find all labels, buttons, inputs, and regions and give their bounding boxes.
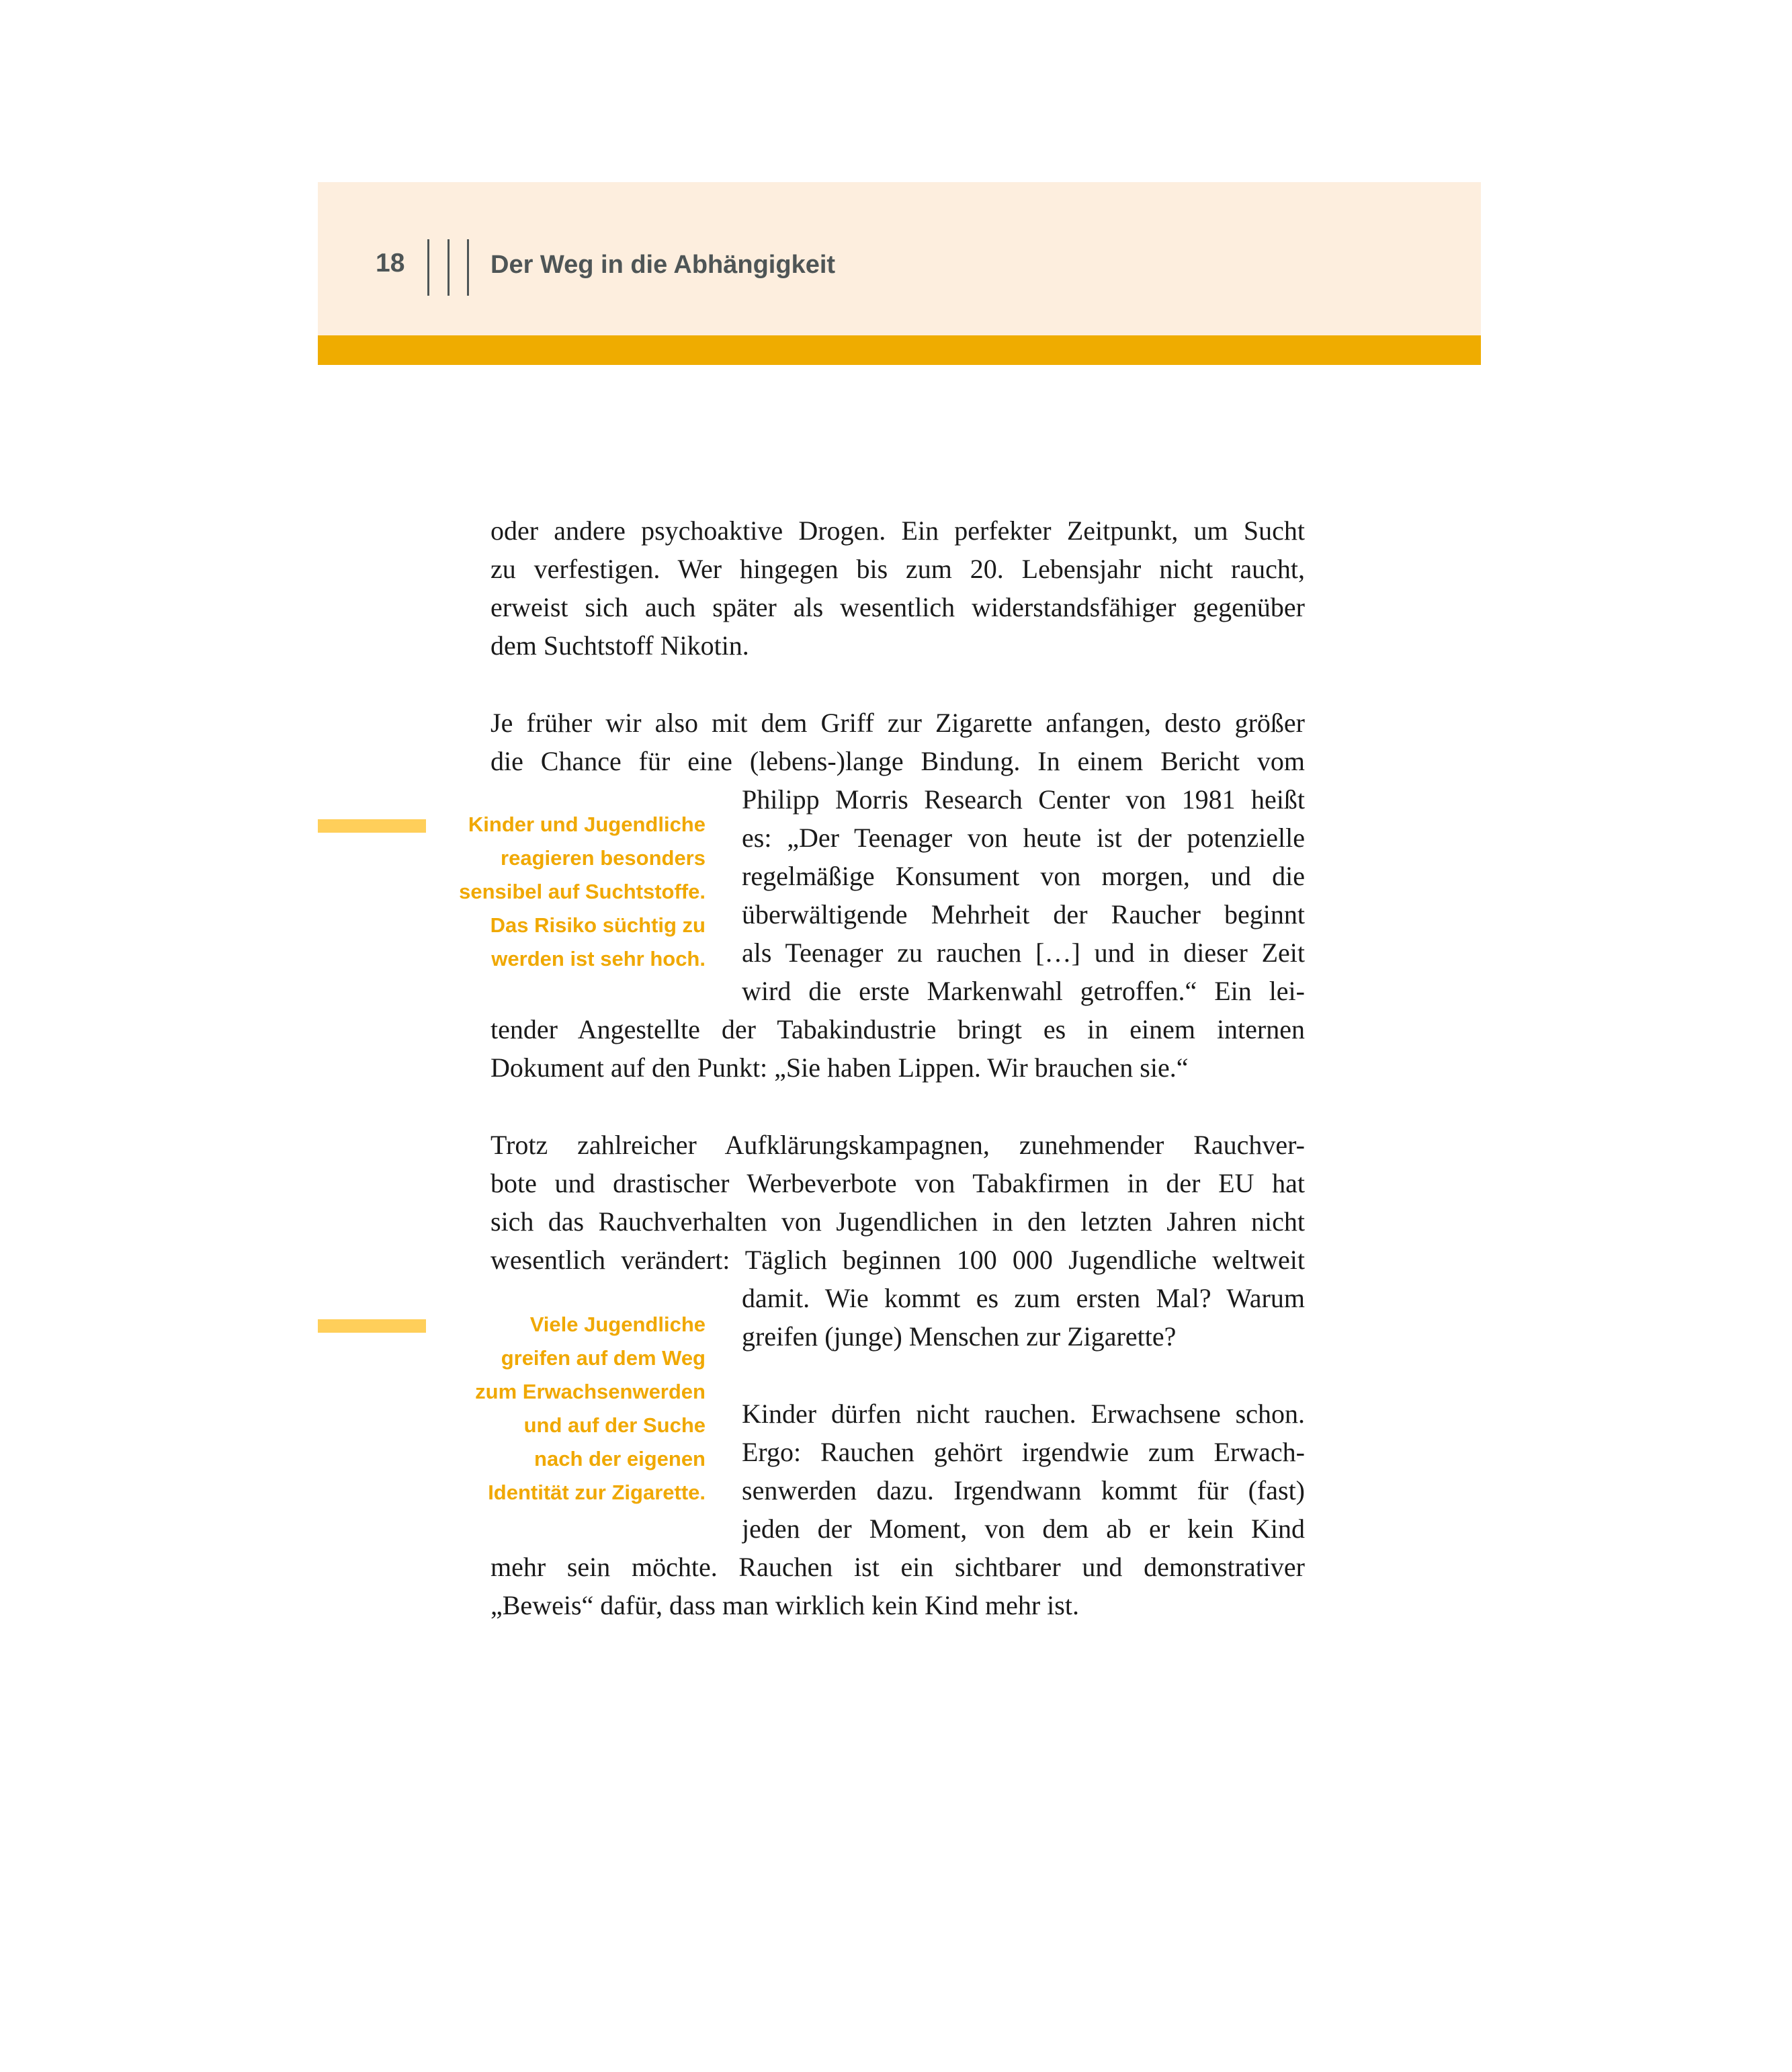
margin-note-line: und auf der Suche [523, 1413, 706, 1437]
body-line: senwerden dazu. Irgendwann kommt für (fast) [742, 1475, 1305, 1505]
body-line: Je früher wir also mit dem Griff zur Zigarette anfangen, desto größer [490, 708, 1305, 738]
margin-note-line: werden ist sehr hoch. [491, 947, 706, 970]
margin-note-line: greifen auf dem Weg [501, 1346, 706, 1370]
margin-note-line: Viele Jugendliche [529, 1313, 706, 1336]
header-divider-line [447, 239, 450, 296]
chapter-title: Der Weg in die Abhängigkeit [490, 251, 836, 279]
body-line: als Teenager zu rauchen […] und in dieser Zeit [742, 938, 1305, 968]
body-line: Kinder dürfen nicht rauchen. Erwachsene schon. [742, 1399, 1305, 1429]
header-divider-line [427, 239, 429, 296]
body-line: dem Suchtstoff Nikotin. [490, 630, 749, 661]
body-line: die Chance für eine (lebens-)lange Bindung. In einem Bericht vom [490, 746, 1305, 776]
body-line: Dokument auf den Punkt: „Sie haben Lippen. Wir brauchen sie.“ [490, 1052, 1189, 1083]
body-line: wird die erste Markenwahl getroffen.“ Ein lei- [742, 976, 1305, 1006]
body-line: Philipp Morris Research Center von 1981 heißt [742, 784, 1305, 815]
header-accent-bar [318, 335, 1481, 365]
margin-note-line: reagieren besonders [501, 846, 706, 870]
margin-note-line: Kinder und Jugendliche [468, 813, 706, 836]
body-line: Ergo: Rauchen gehört irgendwie zum Erwach- [742, 1437, 1305, 1467]
margin-note-line: Das Risiko süchtig zu [490, 913, 706, 937]
body-line: Trotz zahlreicher Aufklärungskampagnen, zunehmender Rauchver- [490, 1130, 1305, 1160]
margin-note-line: sensibel auf Suchtstoffe. [459, 880, 706, 903]
page-number: 18 [376, 249, 405, 278]
margin-note-bar [318, 1319, 426, 1333]
body-line: „Beweis“ dafür, dass man wirklich kein Kind mehr ist. [490, 1590, 1079, 1620]
body-line: es: „Der Teenager von heute ist der potenzielle [742, 823, 1305, 853]
body-line: bote und drastischer Werbeverbote von Tabakfirmen in der EU hat [490, 1168, 1305, 1198]
body-line: mehr sein möchte. Rauchen ist ein sichtbarer und demonstrativer [490, 1552, 1305, 1582]
body-line: damit. Wie kommt es zum ersten Mal? Warum [742, 1283, 1305, 1313]
margin-note [423, 1308, 706, 1509]
margin-note-bar [318, 819, 426, 833]
header-divider-line [467, 239, 469, 296]
margin-note-line: Identität zur Zigarette. [488, 1481, 706, 1504]
body-line: zu verfestigen. Wer hingegen bis zum 20. Lebensjahr nicht raucht, [490, 554, 1305, 584]
body-line: regelmäßige Konsument von morgen, und die [742, 861, 1305, 891]
body-line: wesentlich verändert: Täglich beginnen 100 000 Jugendliche weltweit [490, 1245, 1305, 1275]
margin-note-line: nach der eigenen [534, 1447, 706, 1470]
margin-note [423, 808, 706, 976]
body-line: jeden der Moment, von dem ab er kein Kind [742, 1514, 1305, 1544]
body-line: sich das Rauchverhalten von Jugendlichen in den letzten Jahren nicht [490, 1206, 1305, 1237]
body-line: überwältigende Mehrheit der Raucher beginnt [742, 899, 1305, 929]
body-line: oder andere psychoaktive Drogen. Ein perfekter Zeitpunkt, um Sucht [490, 515, 1305, 546]
body-line: greifen (junge) Menschen zur Zigarette? [742, 1321, 1177, 1352]
margin-note-line: zum Erwachsenwerden [475, 1380, 706, 1403]
body-line: erweist sich auch später als wesentlich widerstandsfähiger gegenüber [490, 592, 1305, 622]
body-line: tender Angestellte der Tabakindustrie bringt es in einem internen [490, 1014, 1305, 1044]
